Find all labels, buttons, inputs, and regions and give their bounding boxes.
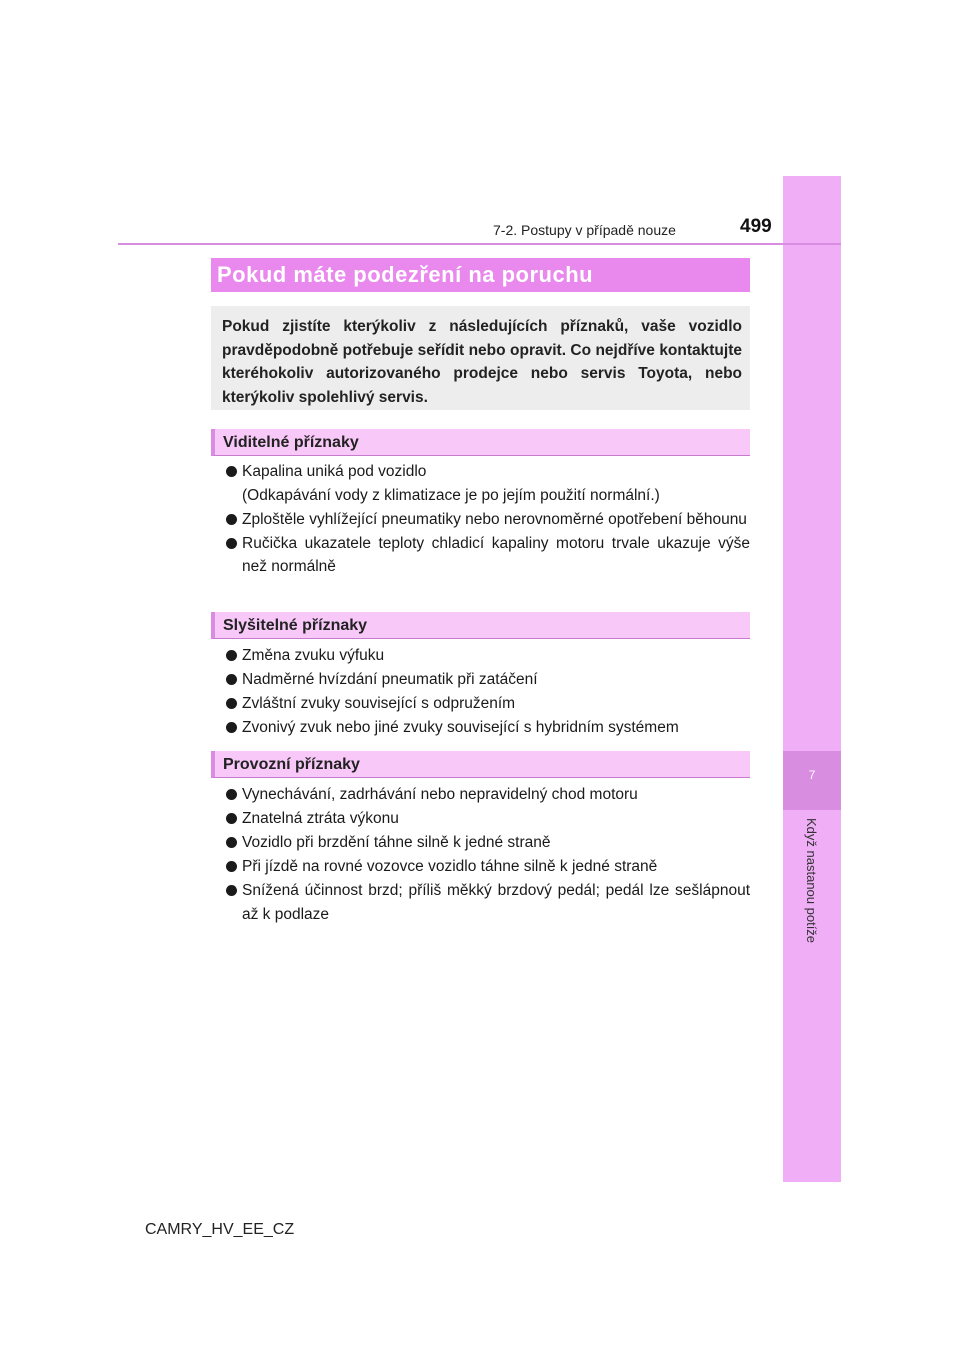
bullet-icon: [226, 722, 237, 733]
bullet-icon: [226, 885, 237, 896]
bullet-icon: [226, 837, 237, 848]
list-item: Znatelná ztráta výkonu: [226, 807, 750, 831]
chapter-number: 7: [808, 768, 816, 782]
list-item: Snížená účinnost brzd; příliš měkký brzdový pedál; pedál lze sešlápnout až k podlaze: [226, 879, 750, 926]
bullet-icon: [226, 861, 237, 872]
bullet-icon: [226, 538, 237, 549]
chapter-title: Když nastanou potíže: [804, 818, 819, 944]
bullet-icon: [226, 674, 237, 685]
bullet-icon: [226, 650, 237, 661]
bullet-icon: [226, 789, 237, 800]
list-item: Nadměrné hvízdání pneumatik při zatáčení: [226, 668, 750, 692]
list-operational: [226, 783, 750, 927]
list-item: Zvonivý zvuk nebo jiné zvuky související s hybridním systémem: [226, 716, 750, 740]
list-visible: [226, 460, 750, 579]
list-item: Zvláštní zvuky související s odpružením: [226, 692, 750, 716]
list-item: Ručička ukazatele teploty chladicí kapaliny motoru trvale ukazuje výše než normálně: [226, 532, 750, 579]
section-header: 7-2. Postupy v případě nouze: [493, 222, 676, 238]
intro-box: Pokud zjistíte kterýkoliv z následujících příznaků, vaše vozidlo pravděpodobně potřebuje seřídit nebo opravit. Co nejdříve kontaktujte kteréhokoliv autorizovaného prodejce nebo servis Toyota, nebo kterýkoliv spolehlivý servis.: [211, 306, 750, 410]
list-item: Vynechávání, zadrhávání nebo nepravidelný chod motoru: [226, 783, 750, 807]
bullet-icon: [226, 698, 237, 709]
list-item: Kapalina uniká pod vozidlo (Odkapávání vody z klimatizace je po jejím použití normální.): [226, 460, 750, 507]
subheading-operational: Provozní příznaky: [211, 751, 750, 778]
page-title: Pokud máte podezření na poruchu: [211, 258, 750, 292]
list-audible: [226, 644, 750, 740]
list-item: Změna zvuku výfuku: [226, 644, 750, 668]
document-code: CAMRY_HV_EE_CZ: [145, 1221, 295, 1238]
list-item: Při jízdě na rovné vozovce vozidlo táhne silně k jedné straně: [226, 855, 750, 879]
list-item: Zploštěle vyhlížející pneumatiky nebo nerovnoměrné opotřebení běhounu: [226, 508, 750, 532]
subheading-visible: Viditelné příznaky: [211, 429, 750, 456]
header-rule: [118, 243, 841, 245]
page-number: 499: [740, 216, 772, 237]
chapter-side-tab: [783, 176, 841, 1182]
bullet-icon: [226, 514, 237, 525]
subheading-audible: Slyšitelné příznaky: [211, 612, 750, 639]
bullet-icon: [226, 813, 237, 824]
list-item: Vozidlo při brzdění táhne silně k jedné straně: [226, 831, 750, 855]
bullet-icon: [226, 466, 237, 477]
